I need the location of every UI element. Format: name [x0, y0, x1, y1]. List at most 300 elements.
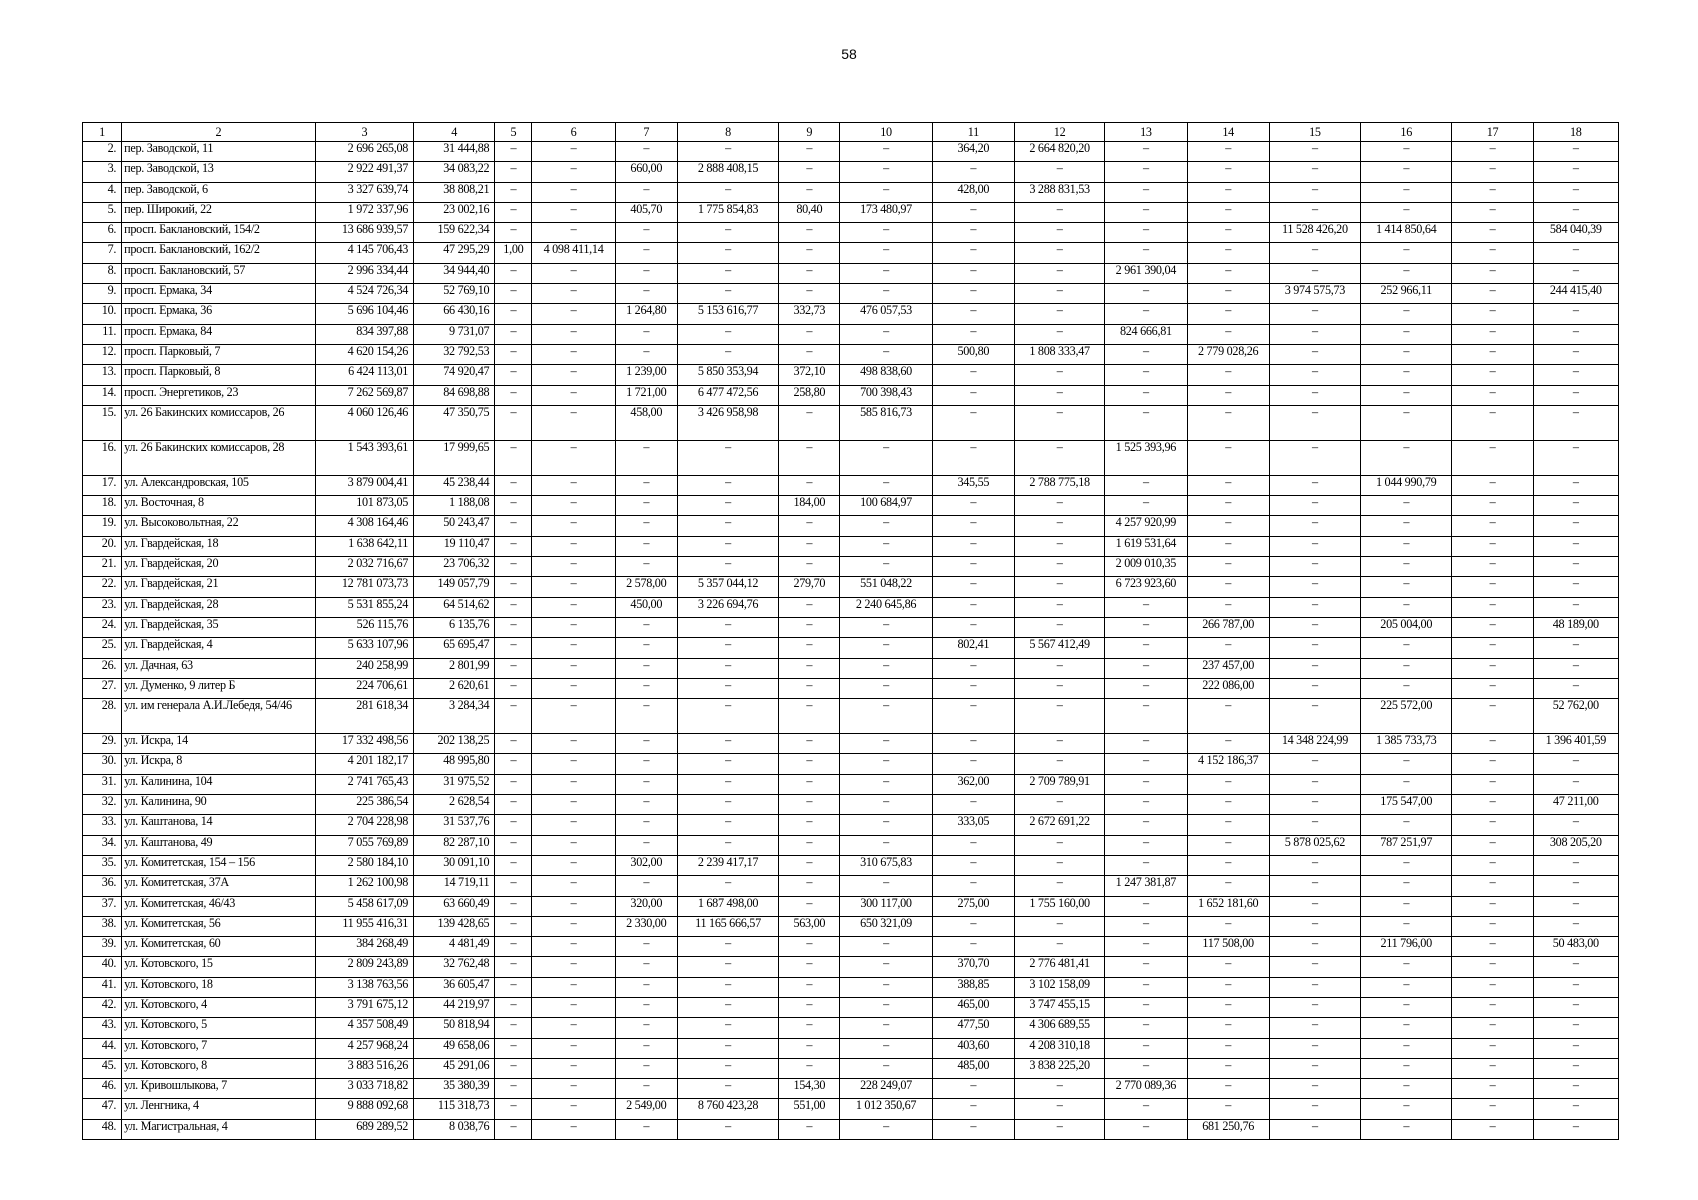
value-cell: – [677, 496, 778, 516]
value-cell: – [495, 937, 532, 957]
value-cell: 345,55 [932, 475, 1014, 495]
table-row [83, 536, 1619, 556]
amount-cell: 4 201 182,17 [315, 754, 413, 774]
value-cell: – [1452, 1099, 1533, 1119]
address-cell: просп. Ермака, 84 [122, 324, 316, 344]
amount-cell: 2 628,54 [414, 795, 495, 815]
value-cell: 258,80 [779, 385, 840, 405]
value-cell: 4 257 920,99 [1105, 516, 1187, 536]
value-cell: – [532, 263, 615, 283]
value-cell: 2 578,00 [615, 577, 677, 597]
value-cell: – [615, 1038, 677, 1058]
value-cell: – [1014, 678, 1104, 698]
value-cell: – [1105, 638, 1187, 658]
value-cell: – [779, 182, 840, 202]
address-cell: пер. Широкий, 22 [122, 202, 316, 222]
value-cell: 1 385 733,73 [1361, 734, 1452, 754]
value-cell: – [495, 678, 532, 698]
value-cell: – [1014, 304, 1104, 324]
value-cell: – [1361, 440, 1452, 475]
value-cell: – [615, 142, 677, 162]
value-cell: 2 779 028,26 [1187, 344, 1269, 364]
value-cell: – [1533, 815, 1618, 835]
value-cell: – [840, 835, 932, 855]
value-cell: – [1361, 1119, 1452, 1139]
value-cell: – [1452, 440, 1533, 475]
value-cell: – [615, 658, 677, 678]
value-cell: – [1014, 496, 1104, 516]
amount-cell: 281 618,34 [315, 699, 413, 734]
value-cell: – [677, 774, 778, 794]
amount-cell: 5 458 617,09 [315, 896, 413, 916]
value-cell: – [1105, 475, 1187, 495]
value-cell: – [615, 243, 677, 263]
value-cell: – [1187, 597, 1269, 617]
value-cell: – [779, 977, 840, 997]
value-cell: – [532, 142, 615, 162]
value-cell: – [1452, 263, 1533, 283]
column-header: 10 [840, 123, 932, 142]
table-row [83, 440, 1619, 475]
value-cell: – [615, 774, 677, 794]
value-cell: – [932, 405, 1014, 440]
value-cell: – [1361, 324, 1452, 344]
address-cell: просп. Ермака, 36 [122, 304, 316, 324]
value-cell: 4 098 411,14 [532, 243, 615, 263]
value-cell: – [1452, 1058, 1533, 1078]
value-cell: – [840, 957, 932, 977]
value-cell: – [1014, 536, 1104, 556]
value-cell: – [1105, 142, 1187, 162]
value-cell: – [1187, 496, 1269, 516]
value-cell: – [840, 536, 932, 556]
table-row [83, 284, 1619, 304]
row-number-cell: 23. [83, 597, 122, 617]
value-cell: – [532, 754, 615, 774]
value-cell: 405,70 [615, 202, 677, 222]
value-cell: – [532, 324, 615, 344]
value-cell: – [779, 1018, 840, 1038]
value-cell: – [677, 1038, 778, 1058]
amount-cell: 2 704 228,98 [315, 815, 413, 835]
amount-cell: 3 138 763,56 [315, 977, 413, 997]
value-cell: – [615, 734, 677, 754]
value-cell: – [532, 365, 615, 385]
value-cell: – [1269, 142, 1360, 162]
header-row [83, 123, 1619, 142]
address-cell: пер. Заводской, 11 [122, 142, 316, 162]
value-cell: – [1533, 754, 1618, 774]
value-cell: – [1533, 182, 1618, 202]
column-header: 6 [532, 123, 615, 142]
value-cell: – [1014, 734, 1104, 754]
value-cell: – [1452, 1079, 1533, 1099]
address-cell: ул. Каштанова, 14 [122, 815, 316, 835]
value-cell: 14 348 224,99 [1269, 734, 1360, 754]
value-cell: – [615, 876, 677, 896]
value-cell: – [677, 557, 778, 577]
value-cell: 3 838 225,20 [1014, 1058, 1104, 1078]
value-cell: 370,70 [932, 957, 1014, 977]
value-cell: – [1105, 1099, 1187, 1119]
value-cell: – [1533, 1099, 1618, 1119]
value-cell: – [1187, 795, 1269, 815]
value-cell: – [840, 516, 932, 536]
value-cell: – [1187, 223, 1269, 243]
amount-cell: 14 719,11 [414, 876, 495, 896]
amount-cell: 5 531 855,24 [315, 597, 413, 617]
value-cell: – [840, 1058, 932, 1078]
value-cell: 3 226 694,76 [677, 597, 778, 617]
value-cell: – [495, 855, 532, 875]
value-cell: – [677, 638, 778, 658]
row-number-cell: 34. [83, 835, 122, 855]
value-cell: – [677, 617, 778, 637]
value-cell: 500,80 [932, 344, 1014, 364]
value-cell: 279,70 [779, 577, 840, 597]
table-row [83, 475, 1619, 495]
value-cell: – [1105, 699, 1187, 734]
value-cell: – [1452, 795, 1533, 815]
value-cell: – [1187, 202, 1269, 222]
value-cell: 310 675,83 [840, 855, 932, 875]
value-cell: – [1014, 1099, 1104, 1119]
value-cell: – [1533, 243, 1618, 263]
value-cell: – [1533, 516, 1618, 536]
value-cell: – [932, 202, 1014, 222]
value-cell: – [840, 658, 932, 678]
table-row [83, 957, 1619, 977]
value-cell: – [779, 734, 840, 754]
value-cell: – [1361, 658, 1452, 678]
amount-cell: 9 731,07 [414, 324, 495, 344]
value-cell: – [1361, 385, 1452, 405]
value-cell: – [495, 1099, 532, 1119]
address-cell: ул. им генерала А.И.Лебедя, 54/46 [122, 699, 316, 734]
value-cell: – [495, 1018, 532, 1038]
value-cell: – [677, 1079, 778, 1099]
value-cell: – [1533, 957, 1618, 977]
value-cell: – [677, 475, 778, 495]
amount-cell: 4 357 508,49 [315, 1018, 413, 1038]
amount-cell: 7 055 769,89 [315, 835, 413, 855]
value-cell: – [615, 1058, 677, 1078]
value-cell: 1 687 498,00 [677, 896, 778, 916]
value-cell: – [615, 957, 677, 977]
column-header: 14 [1187, 123, 1269, 142]
value-cell: – [1187, 1079, 1269, 1099]
amount-cell: 1 972 337,96 [315, 202, 413, 222]
amount-cell: 31 975,52 [414, 774, 495, 794]
value-cell: – [1533, 977, 1618, 997]
address-cell: ул. Котовского, 18 [122, 977, 316, 997]
amount-cell: 101 873,05 [315, 496, 413, 516]
value-cell: 5 357 044,12 [677, 577, 778, 597]
row-number-cell: 22. [83, 577, 122, 597]
value-cell: 1 396 401,59 [1533, 734, 1618, 754]
value-cell: – [495, 142, 532, 162]
value-cell: – [1533, 344, 1618, 364]
row-number-cell: 7. [83, 243, 122, 263]
table-row [83, 142, 1619, 162]
value-cell: – [1187, 577, 1269, 597]
value-cell: – [1269, 957, 1360, 977]
value-cell: – [1269, 617, 1360, 637]
address-cell: ул. Калинина, 104 [122, 774, 316, 794]
value-cell: – [1452, 658, 1533, 678]
table-row [83, 1038, 1619, 1058]
value-cell: – [779, 243, 840, 263]
value-cell: 205 004,00 [1361, 617, 1452, 637]
value-cell: – [1269, 475, 1360, 495]
value-cell: – [1452, 324, 1533, 344]
value-cell: – [615, 496, 677, 516]
value-cell: 2 664 820,20 [1014, 142, 1104, 162]
value-cell: – [495, 304, 532, 324]
value-cell: – [779, 162, 840, 182]
value-cell: 4 306 689,55 [1014, 1018, 1104, 1038]
value-cell: – [840, 754, 932, 774]
value-cell: 372,10 [779, 365, 840, 385]
address-cell: ул. Котовского, 15 [122, 957, 316, 977]
amount-cell: 3 284,34 [414, 699, 495, 734]
value-cell: – [1452, 754, 1533, 774]
value-cell: – [1269, 754, 1360, 774]
value-cell: – [495, 835, 532, 855]
value-cell: – [677, 815, 778, 835]
table-row [83, 577, 1619, 597]
column-header: 4 [414, 123, 495, 142]
amount-cell: 47 350,75 [414, 405, 495, 440]
value-cell: – [1105, 202, 1187, 222]
value-cell: – [1269, 440, 1360, 475]
value-cell: – [532, 496, 615, 516]
table-row [83, 774, 1619, 794]
amount-cell: 45 238,44 [414, 475, 495, 495]
value-cell: – [615, 324, 677, 344]
value-cell: – [532, 475, 615, 495]
value-cell: – [1105, 405, 1187, 440]
table-row [83, 855, 1619, 875]
value-cell: – [932, 516, 1014, 536]
value-cell: – [1269, 937, 1360, 957]
value-cell: – [495, 557, 532, 577]
value-cell: 117 508,00 [1187, 937, 1269, 957]
table-row [83, 815, 1619, 835]
value-cell: – [1105, 223, 1187, 243]
amount-cell: 34 083,22 [414, 162, 495, 182]
value-cell: – [1533, 678, 1618, 698]
column-header: 5 [495, 123, 532, 142]
value-cell: – [495, 815, 532, 835]
value-cell: – [1452, 344, 1533, 364]
amount-cell: 2 696 265,08 [315, 142, 413, 162]
value-cell: – [1361, 405, 1452, 440]
value-cell: – [1452, 385, 1533, 405]
value-cell: – [615, 815, 677, 835]
row-number-cell: 30. [83, 754, 122, 774]
table-body [83, 142, 1619, 1140]
value-cell: 2 770 089,36 [1105, 1079, 1187, 1099]
value-cell: – [1014, 440, 1104, 475]
row-number-cell: 25. [83, 638, 122, 658]
value-cell: 50 483,00 [1533, 937, 1618, 957]
amount-cell: 31 444,88 [414, 142, 495, 162]
value-cell: – [532, 977, 615, 997]
value-cell: – [495, 617, 532, 637]
table-row [83, 835, 1619, 855]
value-cell: – [779, 557, 840, 577]
value-cell: – [495, 774, 532, 794]
value-cell: – [1105, 754, 1187, 774]
address-cell: ул. Комитетская, 154 – 156 [122, 855, 316, 875]
value-cell: – [932, 1119, 1014, 1139]
amount-cell: 384 268,49 [315, 937, 413, 957]
value-cell: – [932, 223, 1014, 243]
value-cell: – [1187, 243, 1269, 263]
table-row [83, 876, 1619, 896]
amount-cell: 32 762,48 [414, 957, 495, 977]
value-cell: – [1269, 243, 1360, 263]
value-cell: – [1014, 876, 1104, 896]
row-number-cell: 31. [83, 774, 122, 794]
value-cell: – [532, 774, 615, 794]
value-cell: – [1014, 617, 1104, 637]
value-cell: – [1187, 774, 1269, 794]
value-cell: – [840, 243, 932, 263]
row-number-cell: 47. [83, 1099, 122, 1119]
value-cell: – [1187, 385, 1269, 405]
value-cell: 3 974 575,73 [1269, 284, 1360, 304]
value-cell: – [532, 617, 615, 637]
address-cell: просп. Парковый, 7 [122, 344, 316, 364]
value-cell: – [1269, 658, 1360, 678]
value-cell: – [1105, 597, 1187, 617]
value-cell: – [1105, 496, 1187, 516]
address-cell: ул. Котовского, 5 [122, 1018, 316, 1038]
value-cell: – [615, 1079, 677, 1099]
amount-cell: 47 295,29 [414, 243, 495, 263]
row-number-cell: 38. [83, 916, 122, 936]
table-row [83, 997, 1619, 1017]
value-cell: – [1187, 263, 1269, 283]
value-cell: – [615, 699, 677, 734]
row-number-cell: 26. [83, 658, 122, 678]
address-cell: просп. Баклановский, 57 [122, 263, 316, 283]
value-cell: – [779, 405, 840, 440]
value-cell: – [1533, 1079, 1618, 1099]
value-cell: – [1533, 557, 1618, 577]
table-row [83, 638, 1619, 658]
value-cell: – [1361, 815, 1452, 835]
value-cell: – [532, 385, 615, 405]
value-cell: – [1105, 1018, 1187, 1038]
amount-cell: 52 769,10 [414, 284, 495, 304]
table-row [83, 1018, 1619, 1038]
page-number: 58 [841, 46, 857, 62]
address-cell: ул. Искра, 14 [122, 734, 316, 754]
value-cell: – [840, 876, 932, 896]
amount-cell: 3 879 004,41 [315, 475, 413, 495]
value-cell: – [677, 937, 778, 957]
value-cell: – [1361, 557, 1452, 577]
value-cell: – [779, 795, 840, 815]
value-cell: – [932, 835, 1014, 855]
value-cell: – [495, 385, 532, 405]
value-cell: 5 153 616,77 [677, 304, 778, 324]
value-cell: – [1014, 916, 1104, 936]
value-cell: – [840, 344, 932, 364]
value-cell: 498 838,60 [840, 365, 932, 385]
value-cell: – [1269, 536, 1360, 556]
amount-cell: 2 801,99 [414, 658, 495, 678]
address-cell: ул. Магистральная, 4 [122, 1119, 316, 1139]
row-number-cell: 24. [83, 617, 122, 637]
value-cell: 308 205,20 [1533, 835, 1618, 855]
value-cell: – [495, 577, 532, 597]
value-cell: – [677, 835, 778, 855]
value-cell: – [779, 263, 840, 283]
value-cell: – [1452, 304, 1533, 324]
value-cell: 450,00 [615, 597, 677, 617]
table-row [83, 916, 1619, 936]
value-cell: – [1533, 1058, 1618, 1078]
value-cell: – [1105, 774, 1187, 794]
address-cell: пер. Заводской, 13 [122, 162, 316, 182]
value-cell: – [495, 496, 532, 516]
value-cell: 173 480,97 [840, 202, 932, 222]
value-cell: – [1269, 344, 1360, 364]
value-cell: – [615, 937, 677, 957]
value-cell: – [1533, 385, 1618, 405]
value-cell: – [779, 617, 840, 637]
value-cell: 302,00 [615, 855, 677, 875]
value-cell: – [840, 638, 932, 658]
value-cell: – [495, 365, 532, 385]
value-cell: – [779, 997, 840, 1017]
table-row [83, 324, 1619, 344]
value-cell: – [932, 855, 1014, 875]
value-cell: – [1361, 1099, 1452, 1119]
value-cell: – [1269, 496, 1360, 516]
value-cell: – [779, 344, 840, 364]
amount-cell: 64 514,62 [414, 597, 495, 617]
table-row [83, 1119, 1619, 1139]
amount-cell: 45 291,06 [414, 1058, 495, 1078]
value-cell: – [779, 440, 840, 475]
value-cell: – [779, 658, 840, 678]
value-cell: – [1452, 162, 1533, 182]
value-cell: – [495, 263, 532, 283]
value-cell: – [1105, 937, 1187, 957]
amount-cell: 35 380,39 [414, 1079, 495, 1099]
value-cell: – [532, 405, 615, 440]
value-cell: – [1105, 1038, 1187, 1058]
value-cell: 2 788 775,18 [1014, 475, 1104, 495]
value-cell: – [1269, 638, 1360, 658]
value-cell: 1 247 381,87 [1105, 876, 1187, 896]
amount-cell: 65 695,47 [414, 638, 495, 658]
data-table [82, 122, 1619, 1140]
value-cell: – [615, 516, 677, 536]
value-cell: – [1533, 658, 1618, 678]
value-cell: 585 816,73 [840, 405, 932, 440]
value-cell: – [1269, 1119, 1360, 1139]
amount-cell: 13 686 939,57 [315, 223, 413, 243]
value-cell: 700 398,43 [840, 385, 932, 405]
value-cell: – [1187, 182, 1269, 202]
value-cell: – [677, 795, 778, 815]
